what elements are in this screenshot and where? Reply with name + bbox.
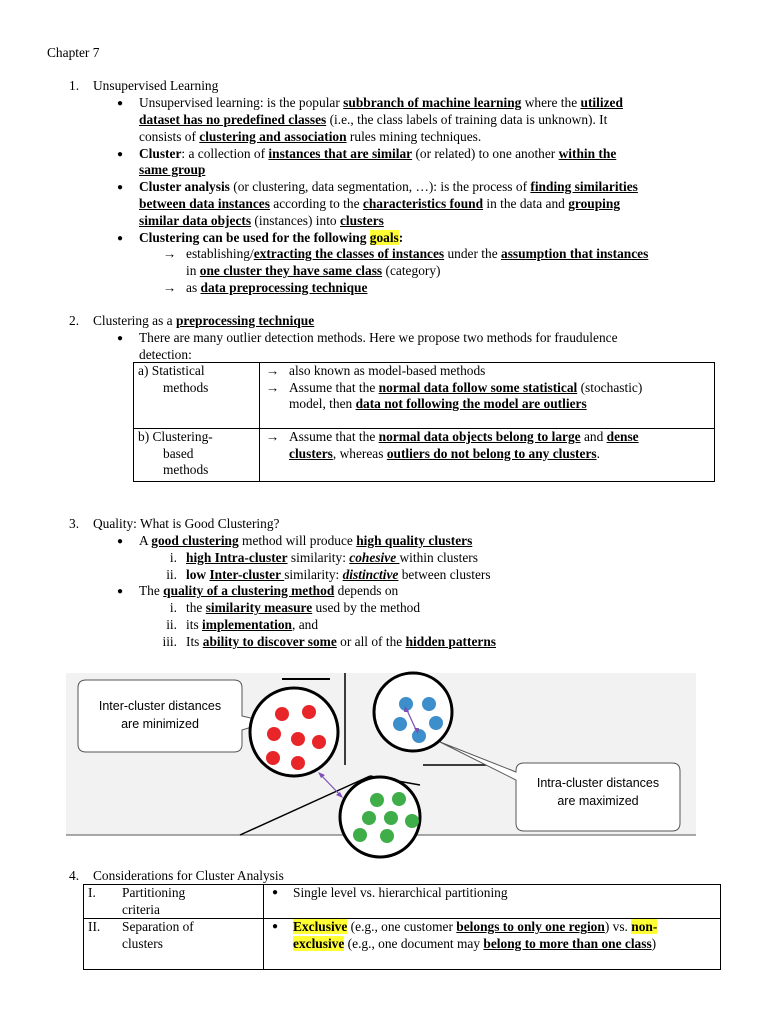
section-4-title: Considerations for Cluster Analysis <box>93 868 284 883</box>
s1-b1-line1: Unsupervised learning: is the popular subbranch of machine learning where the utilized <box>139 95 623 110</box>
bullet-icon: ● <box>272 921 279 933</box>
section-4-number: 4. <box>69 868 80 883</box>
blue-point <box>422 697 436 711</box>
roman-numeral: ii. <box>166 617 177 632</box>
arrow-icon: → <box>163 246 177 261</box>
outlier-methods-table <box>133 362 715 482</box>
roman-numeral: i. <box>169 600 177 615</box>
table-cell-content: ● Exclusive (e.g., one customer belongs to only one region) vs. non- exclusive (e.g., one document may belong to more than one class) <box>264 919 721 970</box>
s1-b3-line1: Cluster analysis (or clustering, data segmentation, …): is the process of finding similarities <box>139 179 638 194</box>
red-point <box>312 735 326 749</box>
inter-callout-bubble <box>78 680 268 752</box>
blue-point <box>429 716 443 730</box>
table-cell-label: b) Clustering- based methods <box>134 429 260 482</box>
section-2-title: Clustering as a preprocessing technique <box>93 313 315 328</box>
roman-numeral: II. <box>88 919 101 935</box>
s1-b4-a1-line1: establishing/extracting the classes of instances under the assumption that instances <box>186 246 649 261</box>
section-1-title: Unsupervised Learning <box>93 78 219 93</box>
table-row <box>134 363 715 429</box>
s1-b3-line3: similar data objects (instances) into clusters <box>139 213 384 228</box>
bullet-icon: ● <box>117 536 124 547</box>
intra-callout-line1: Intra-cluster distances <box>536 776 660 790</box>
s1-b1-line2: dataset has no predefined classes (i.e., the class labels of training data is unknown). It <box>139 112 608 127</box>
s3-b2: The quality of a clustering method depends on <box>139 583 399 598</box>
inter-callout-line1: Inter-cluster distances <box>98 699 222 713</box>
s2-b1-line1: There are many outlier detection methods. Here we propose two methods for fraudulence <box>139 330 618 345</box>
roman-numeral: iii. <box>162 634 177 649</box>
intra-callout-line2: are maximized <box>557 794 639 808</box>
s3-b2-i2: its implementation, and <box>186 617 319 632</box>
s2-b1-line2: detection: <box>139 347 192 362</box>
table-cell-content: ● Single level vs. hierarchical partitioning <box>264 885 721 919</box>
s1-b4-a2: as data preprocessing technique <box>186 280 368 295</box>
s1-b2-line2: same group <box>139 162 206 177</box>
green-point <box>353 828 367 842</box>
table-cell-content: → Assume that the normal data objects belong to large and dense clusters, whereas outliers do not belong to any clusters. <box>260 429 715 482</box>
arrow-icon: → <box>266 363 280 378</box>
s1-b2-line1: Cluster: a collection of instances that are similar (or related) to one another within the <box>139 146 617 161</box>
s3-b1: A good clustering method will produce high quality clusters <box>139 533 473 548</box>
green-point <box>405 814 419 828</box>
roman-numeral: ii. <box>166 567 177 582</box>
table-cell-label: I. Partitioning criteria <box>84 885 264 919</box>
blue-point <box>412 729 426 743</box>
roman-numeral: I. <box>88 885 96 900</box>
red-point <box>266 751 280 765</box>
s3-b1-i1: high Intra-cluster similarity: cohesive within clusters <box>186 550 478 565</box>
arrow-icon: → <box>266 379 280 395</box>
blue-point <box>393 717 407 731</box>
s1-b4-a1-line2: in one cluster they have same class (category) <box>186 263 441 278</box>
s3-b2-i3: Its ability to discover some or all of the hidden patterns <box>186 634 496 649</box>
section-2-number: 2. <box>69 313 80 328</box>
green-point <box>380 829 394 843</box>
red-point <box>291 732 305 746</box>
bullet-icon: ● <box>117 333 124 344</box>
clustering-diagram <box>0 660 768 865</box>
bullet-icon: ● <box>117 149 124 160</box>
bullet-icon: ● <box>117 233 124 244</box>
chapter-heading: Chapter 7 <box>47 45 100 60</box>
section-1-number: 1. <box>69 78 80 93</box>
green-point <box>362 811 376 825</box>
table-cell-label: a) Statistical methods <box>134 363 260 429</box>
red-point <box>302 705 316 719</box>
inter-callout-line2: are minimized <box>121 717 199 731</box>
section-3-title: Quality: What is Good Clustering? <box>93 516 280 531</box>
s3-b2-i1: the similarity measure used by the method <box>186 600 421 615</box>
table-row <box>84 919 721 970</box>
green-point <box>392 792 406 806</box>
red-point <box>267 727 281 741</box>
red-point <box>275 707 289 721</box>
table-row <box>134 429 715 482</box>
cluster-considerations-table <box>83 884 721 970</box>
s3-b1-i2: low Inter-cluster similarity: distinctive between clusters <box>186 567 491 582</box>
roman-numeral: i. <box>169 550 177 565</box>
arrow-icon: → <box>266 429 280 444</box>
bullet-icon: ● <box>117 182 124 193</box>
table-cell-label: II. Separation of clusters <box>84 919 264 970</box>
red-point <box>291 756 305 770</box>
bullet-icon: ● <box>117 98 124 109</box>
green-point <box>384 811 398 825</box>
s1-b1-line3: consists of clustering and association rules mining techniques. <box>139 129 482 144</box>
table-row <box>84 885 721 919</box>
section-3-number: 3. <box>69 516 80 531</box>
s1-b3-line2: between data instances according to the characteristics found in the data and grouping <box>139 196 621 211</box>
s1-b4-line1: Clustering can be used for the following goals: <box>139 230 404 245</box>
table-cell-content: → also known as model-based methods → Assume that the normal data follow some statistical (stochastic) model, then data not following the model are outliers <box>260 363 715 429</box>
green-point <box>370 793 384 807</box>
bullet-icon: ● <box>272 887 279 898</box>
bullet-icon: ● <box>117 586 124 597</box>
arrow-icon: → <box>163 280 177 295</box>
